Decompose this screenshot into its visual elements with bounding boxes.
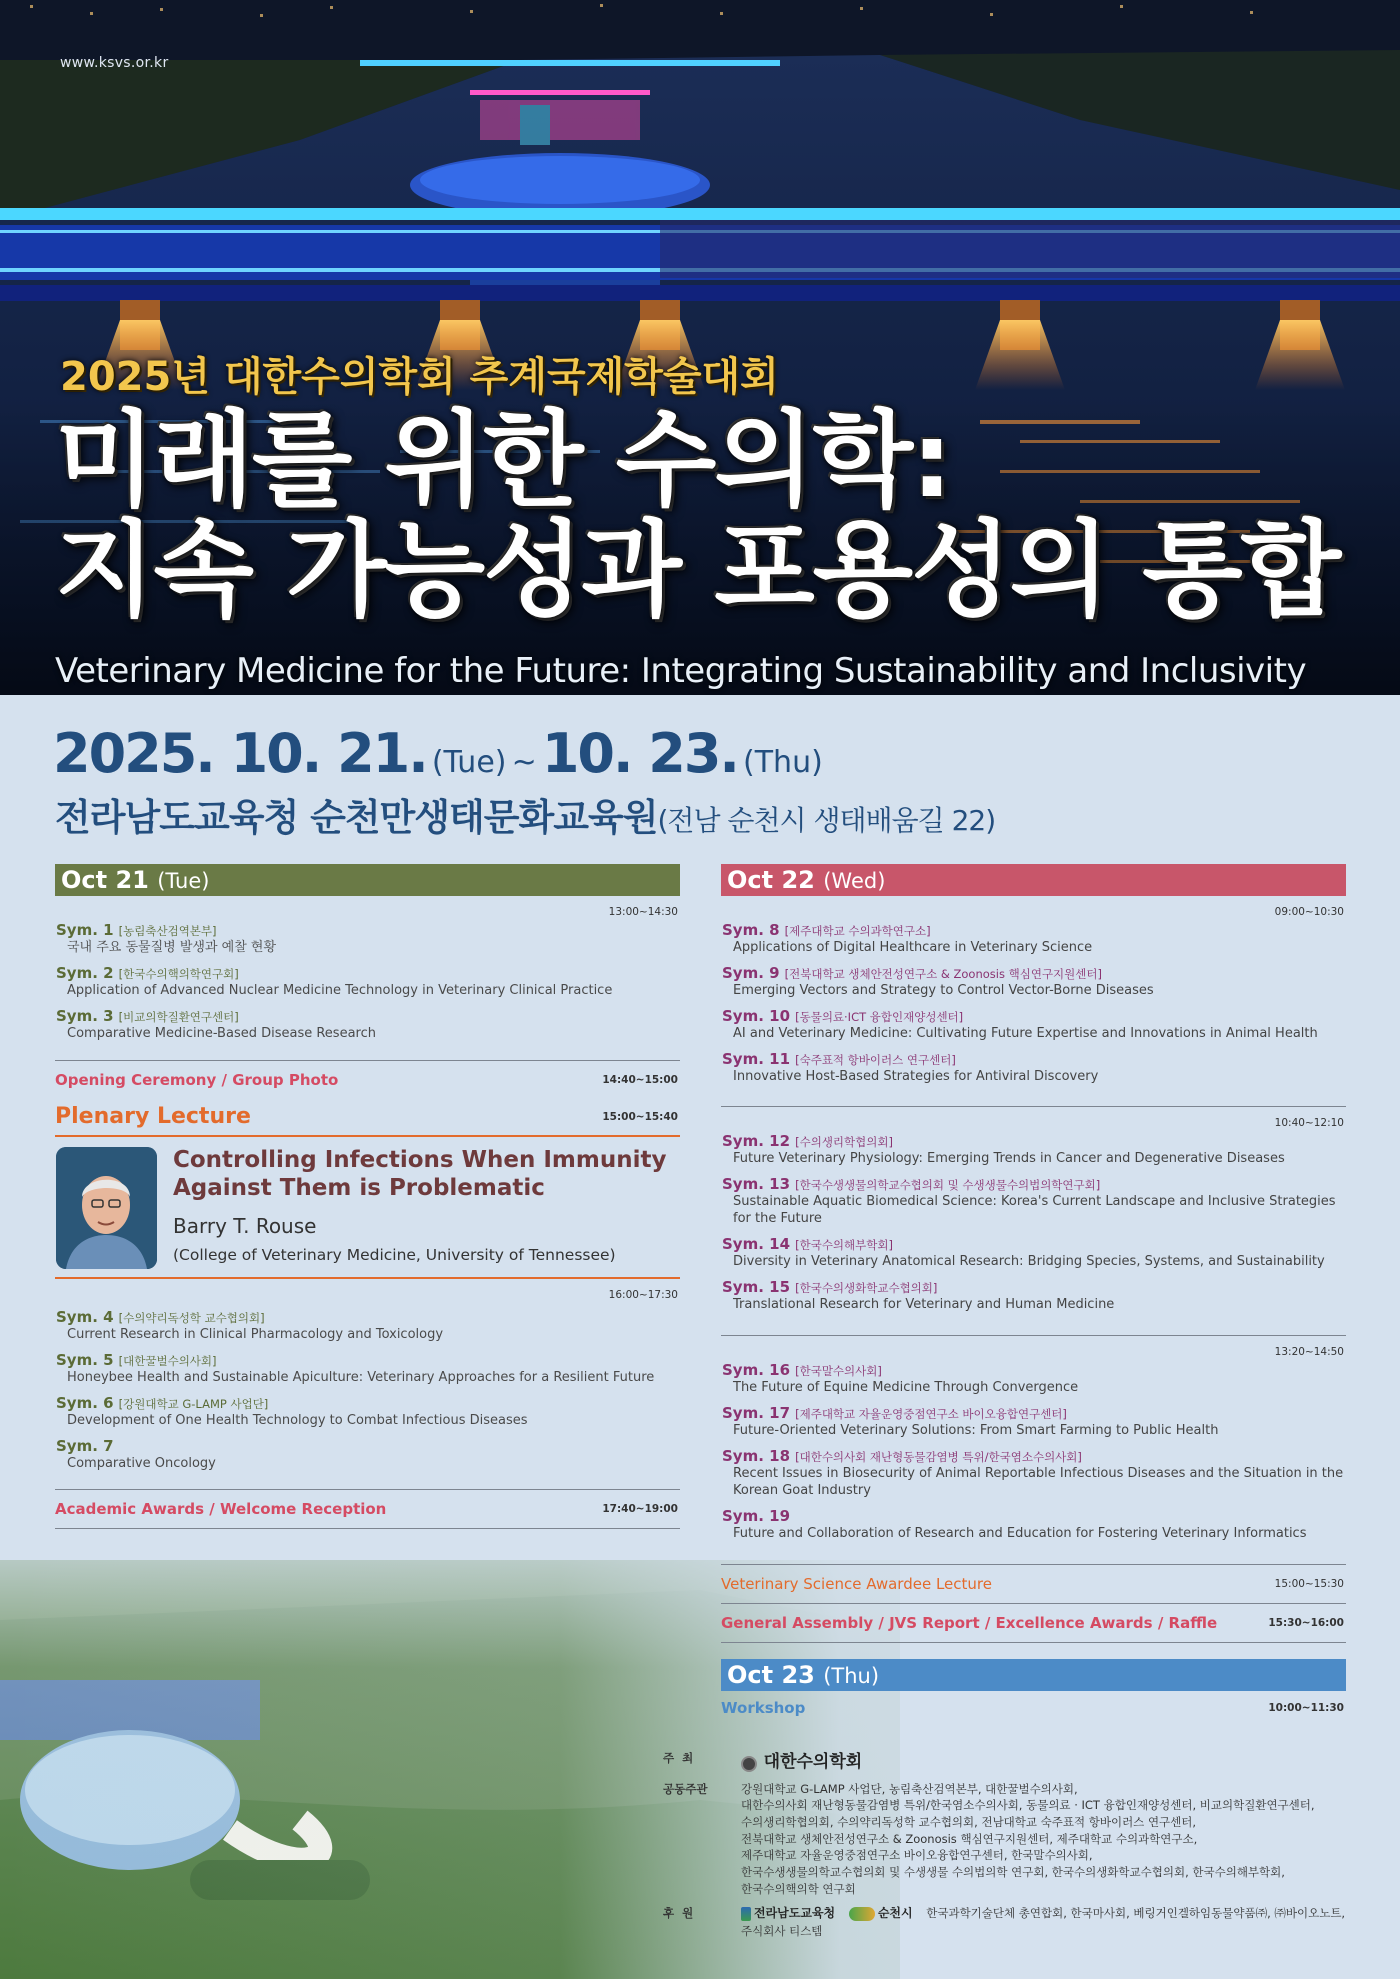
awardee-lecture <box>721 1565 1346 1603</box>
symposium-item <box>722 1277 1346 1314</box>
speaker-portrait <box>56 1147 157 1269</box>
symposium-organizer: [제주대학교 자율운영중점연구소 바이오융합연구센터] <box>795 1406 1067 1421</box>
symposium-organizer: [한국말수의사회] <box>795 1364 882 1378</box>
symposium-title: Future-Oriented Veterinary Solutions: From Smart Farming to Public Health <box>733 1422 1219 1438</box>
symposium-number: Sym. 8 <box>722 921 780 939</box>
symposium-item <box>722 1234 1346 1271</box>
opening-label: Opening Ceremony / Group Photo <box>55 1071 339 1089</box>
awardee-time: 15:00~15:30 <box>1274 1578 1344 1590</box>
title-line-2: 지속 가능성과 포용성의 통합 <box>55 509 1340 631</box>
symposium-organizer: [농림축산검역본부] <box>118 924 217 938</box>
symposium-title: 국내 주요 동물질병 발생과 예찰 현황 <box>67 940 277 955</box>
website-url: www.ksvs.or.kr <box>60 55 169 71</box>
co-organizers-line: 수의생리학협의회, 수의약리독성학 교수협의회, 전남대학교 숙주표적 항바이러스 연구센터, <box>741 1814 1197 1829</box>
session-time: 09:00~10:30 <box>1274 906 1344 918</box>
academic-awards <box>55 1490 680 1528</box>
co-organizers-line: 강원대학교 G-LAMP 사업단, 농림축산검역본부, 대한꿀벌수의사회, <box>741 1781 1078 1796</box>
day2-weekday: (Wed) <box>823 869 886 893</box>
symposium-title: Emerging Vectors and Strategy to Control Vector-Borne Diseases <box>733 982 1154 998</box>
day2-header <box>721 864 1346 896</box>
symposium-item <box>722 963 1346 1000</box>
english-title: Veterinary Medicine for the Future: Integrating Sustainability and Inclusivity <box>55 651 1307 691</box>
day3-date: Oct 23 <box>727 1661 815 1689</box>
symposium-title: Comparative Oncology <box>67 1455 216 1471</box>
hero-banner <box>0 0 1400 695</box>
host-name: 대한수의학회 <box>763 1752 863 1772</box>
day3-weekday: (Thu) <box>823 1664 880 1688</box>
symposium-number: Sym. 5 <box>56 1350 114 1369</box>
workshop-label: Workshop <box>721 1699 806 1717</box>
symposium-item <box>722 1360 1346 1397</box>
day1-program <box>55 864 680 1529</box>
plenary-label: Plenary Lecture <box>55 1104 251 1129</box>
venue <box>55 787 995 841</box>
day2-session-2 <box>721 1107 1346 1335</box>
speaker-affiliation: (College of Veterinary Medicine, University of Tennessee) <box>173 1246 616 1264</box>
symposium-title: Future Veterinary Physiology: Emerging Trends in Cancer and Degenerative Diseases <box>733 1151 1285 1166</box>
start-date: 2025. 10. 21. <box>53 722 427 785</box>
session-time: 10:40~12:10 <box>1274 1117 1344 1129</box>
day2-session-3 <box>721 1336 1346 1564</box>
organizers <box>663 1750 1363 1945</box>
event-name: 2025년 대한수의학회 추계국제학술대회 <box>60 354 779 400</box>
plenary-title: Controlling Infections When Immunity Against Them is Problematic <box>173 1147 667 1201</box>
symposium-organizer: [강원대학교 G-LAMP 사업단] <box>118 1396 269 1411</box>
symposium-organizer: [한국수의핵의학연구회] <box>118 966 239 981</box>
suncheon-logo <box>849 1905 913 1922</box>
symposium-item <box>56 963 680 1000</box>
day2-date: Oct 22 <box>727 866 815 894</box>
symposium-organizer: [수의약리독성학 교수협의회] <box>118 1311 265 1325</box>
symposium-title: Development of One Health Technology to Combat Infectious Diseases <box>67 1412 528 1428</box>
symposium-number: Sym. 1 <box>56 921 114 939</box>
day2-program <box>721 864 1346 1725</box>
symposium-title: Sustainable Aquatic Biomedical Science: Korea's Current Landscape and Inclusive Strategies for the Future <box>733 1193 1336 1226</box>
opening-time: 14:40~15:00 <box>602 1074 678 1086</box>
day1-date: Oct 21 <box>61 866 149 894</box>
day3-header <box>721 1659 1346 1691</box>
start-weekday: (Tue) <box>431 745 507 780</box>
symposium-number: Sym. 9 <box>722 963 780 982</box>
co-organizers-line: 대한수의사회 재난형동물감염병 특위/한국염소수의사회, 동물의료 · ICT 융합인재양성센터, 비교의학질환연구센터, <box>741 1798 1315 1813</box>
event-dates <box>53 722 823 785</box>
speaker-name: Barry T. Rouse <box>173 1214 317 1238</box>
jeonnam-logo-icon <box>741 1907 751 1921</box>
sponsors-line: 주식회사 티스템 <box>741 1923 823 1938</box>
plenary-lecture <box>55 1137 680 1277</box>
symposium-title: AI and Veterinary Medicine: Cultivating Future Expertise and Innovations in Animal Health <box>733 1025 1318 1041</box>
venue-name: 전라남도교육청 순천만생태문화교육원 <box>55 796 658 839</box>
symposium-number: Sym. 10 <box>722 1006 791 1025</box>
day1-header <box>55 864 680 896</box>
symposium-organizer: [한국수의해부학회] <box>795 1237 893 1252</box>
symposium-item <box>722 1446 1346 1500</box>
awardee-label: Veterinary Science Awardee Lecture <box>721 1575 992 1593</box>
symposium-number: Sym. 19 <box>722 1506 791 1525</box>
assembly-label: General Assembly / JVS Report / Excellence Awards / Raffle <box>721 1614 1218 1632</box>
symposium-title: Current Research in Clinical Pharmacology and Toxicology <box>67 1327 444 1342</box>
end-weekday: (Thu) <box>743 745 823 780</box>
symposium-number: Sym. 3 <box>56 1006 114 1025</box>
day2-session-1 <box>721 896 1346 1106</box>
symposium-number: Sym. 2 <box>56 963 114 982</box>
jeonnam-education-logo <box>741 1905 835 1922</box>
general-assembly <box>721 1604 1346 1642</box>
symposium-title: Honeybee Health and Sustainable Apiculture: Veterinary Approaches for a Resilient Future <box>67 1369 655 1385</box>
day1-weekday: (Tue) <box>157 869 210 893</box>
plenary-lecture-header <box>55 1099 680 1135</box>
symposium-number: Sym. 17 <box>722 1403 791 1422</box>
co-organizers-label: 공동주관 <box>663 1781 708 1796</box>
symposium-organizer: [대한꿀벌수의사회] <box>118 1353 217 1368</box>
symposium-number: Sym. 11 <box>722 1049 791 1068</box>
symposium-number: Sym. 13 <box>722 1174 791 1193</box>
society-seal-icon <box>741 1756 757 1772</box>
suncheon-logo-icon <box>849 1907 875 1921</box>
symposium-item <box>56 1436 680 1473</box>
symposium-item <box>56 1006 680 1043</box>
symposium-item <box>722 1506 1346 1543</box>
co-organizers-line: 한국수의핵의학 연구회 <box>741 1881 856 1896</box>
day1-session-2 <box>55 1279 680 1489</box>
symposium-organizer: [숙주표적 항바이러스 연구센터] <box>795 1052 956 1067</box>
symposium-number: Sym. 6 <box>56 1393 114 1412</box>
symposium-number: Sym. 12 <box>722 1132 791 1150</box>
symposium-organizer: [비교의학질환연구센터] <box>118 1009 239 1024</box>
symposium-item <box>722 1131 1346 1168</box>
assembly-time: 15:30~16:00 <box>1268 1617 1344 1629</box>
workshop-time: 10:00~11:30 <box>1268 1702 1344 1714</box>
suncheon-logo-text: 순천시 <box>877 1906 913 1921</box>
session-time: 13:00~14:30 <box>608 906 678 918</box>
co-organizers-line: 제주대학교 자율운영중점연구소 바이오융합연구센터, 한국말수의사회, <box>741 1848 1093 1863</box>
symposium-item <box>722 920 1346 957</box>
workshop <box>721 1691 1346 1725</box>
session-time: 13:20~14:50 <box>1274 1346 1344 1358</box>
symposium-title: Recent Issues in Biosecurity of Animal Reportable Infectious Diseases and the Situation in the Korean Goat Industry <box>733 1465 1344 1498</box>
host-label: 주 최 <box>663 1751 696 1765</box>
symposium-organizer: [한국수의생화학교수협의회] <box>795 1280 938 1295</box>
divider <box>55 1528 680 1529</box>
co-organizers-line: 전북대학교 생체안전성연구소 & Zoonosis 핵심연구지원센터, 제주대학교 수의과학연구소, <box>741 1831 1198 1846</box>
venue-address: (전남 순천시 생태배움길 22) <box>657 804 996 837</box>
speaker-photo <box>56 1147 157 1269</box>
symposium-number: Sym. 14 <box>722 1234 791 1253</box>
symposium-item <box>56 920 680 957</box>
end-date: 10. 23. <box>541 722 738 785</box>
symposium-item <box>722 1174 1346 1228</box>
symposium-number: Sym. 7 <box>56 1436 114 1455</box>
plenary-time: 15:00~15:40 <box>602 1111 678 1123</box>
sponsors-row <box>663 1905 1363 1939</box>
symposium-item <box>56 1350 680 1387</box>
symposium-number: Sym. 4 <box>56 1308 114 1326</box>
sponsors-line: 한국과학기술단체 총연합회, 한국마사회, 베링거인겔하임동물약품㈜, ㈜바이오노트, <box>926 1906 1346 1921</box>
symposium-title: The Future of Equine Medicine Through Convergence <box>733 1380 1079 1395</box>
symposium-title: Translational Research for Veterinary and Human Medicine <box>733 1296 1115 1312</box>
opening-ceremony <box>55 1061 680 1099</box>
date-separator: ~ <box>511 745 537 780</box>
symposium-organizer: [수의생리학협의회] <box>795 1135 893 1149</box>
symposium-item <box>56 1393 680 1430</box>
symposium-item <box>722 1403 1346 1440</box>
symposium-number: Sym. 15 <box>722 1277 791 1296</box>
sponsors-label: 후 원 <box>663 1906 696 1921</box>
symposium-item <box>722 1006 1346 1043</box>
session-time: 16:00~17:30 <box>608 1289 678 1301</box>
awards-label: Academic Awards / Welcome Reception <box>55 1500 387 1518</box>
symposium-title: Application of Advanced Nuclear Medicine Technology in Veterinary Clinical Practice <box>67 982 613 998</box>
symposium-title: Future and Collaboration of Research and Education for Fostering Veterinary Informatics <box>733 1525 1307 1541</box>
symposium-organizer: [한국수생생물의학교수협의회 및 수생생물수의법의학연구회] <box>795 1177 1101 1192</box>
symposium-item <box>56 1307 680 1344</box>
symposium-item <box>722 1049 1346 1086</box>
awards-time: 17:40~19:00 <box>602 1503 678 1515</box>
day1-session-1 <box>55 896 680 1060</box>
symposium-number: Sym. 16 <box>722 1361 791 1379</box>
symposium-title: Applications of Digital Healthcare in Veterinary Science <box>733 940 1093 955</box>
co-organizers-row <box>663 1781 1363 1898</box>
co-organizers-line: 한국수생생물의학교수협의회 및 수생생물 수의법의학 연구회, 한국수의생화학교수협의회, 한국수의해부학회, <box>741 1865 1285 1879</box>
title-line-1: 미래를 위한 수의학: <box>55 399 951 521</box>
symposium-title: Comparative Medicine-Based Disease Research <box>67 1025 376 1041</box>
host-row <box>663 1750 1363 1775</box>
symposium-organizer: [전북대학교 생체안전성연구소 & Zoonosis 핵심연구지원센터] <box>784 966 1102 981</box>
jeonnam-logo-text: 전라남도교육청 <box>754 1906 836 1921</box>
symposium-organizer: [동물의료·ICT 융합인재양성센터] <box>795 1009 964 1024</box>
symposium-title: Innovative Host-Based Strategies for Antiviral Discovery <box>733 1068 1099 1084</box>
symposium-title: Diversity in Veterinary Anatomical Research: Bridging Species, Systems, and Sustainability <box>733 1253 1325 1269</box>
symposium-number: Sym. 18 <box>722 1446 791 1465</box>
symposium-organizer: [대한수의사회 재난형동물감염병 특위/한국염소수의사회] <box>795 1449 1082 1464</box>
symposium-organizer: [제주대학교 수의과학연구소] <box>784 924 931 938</box>
